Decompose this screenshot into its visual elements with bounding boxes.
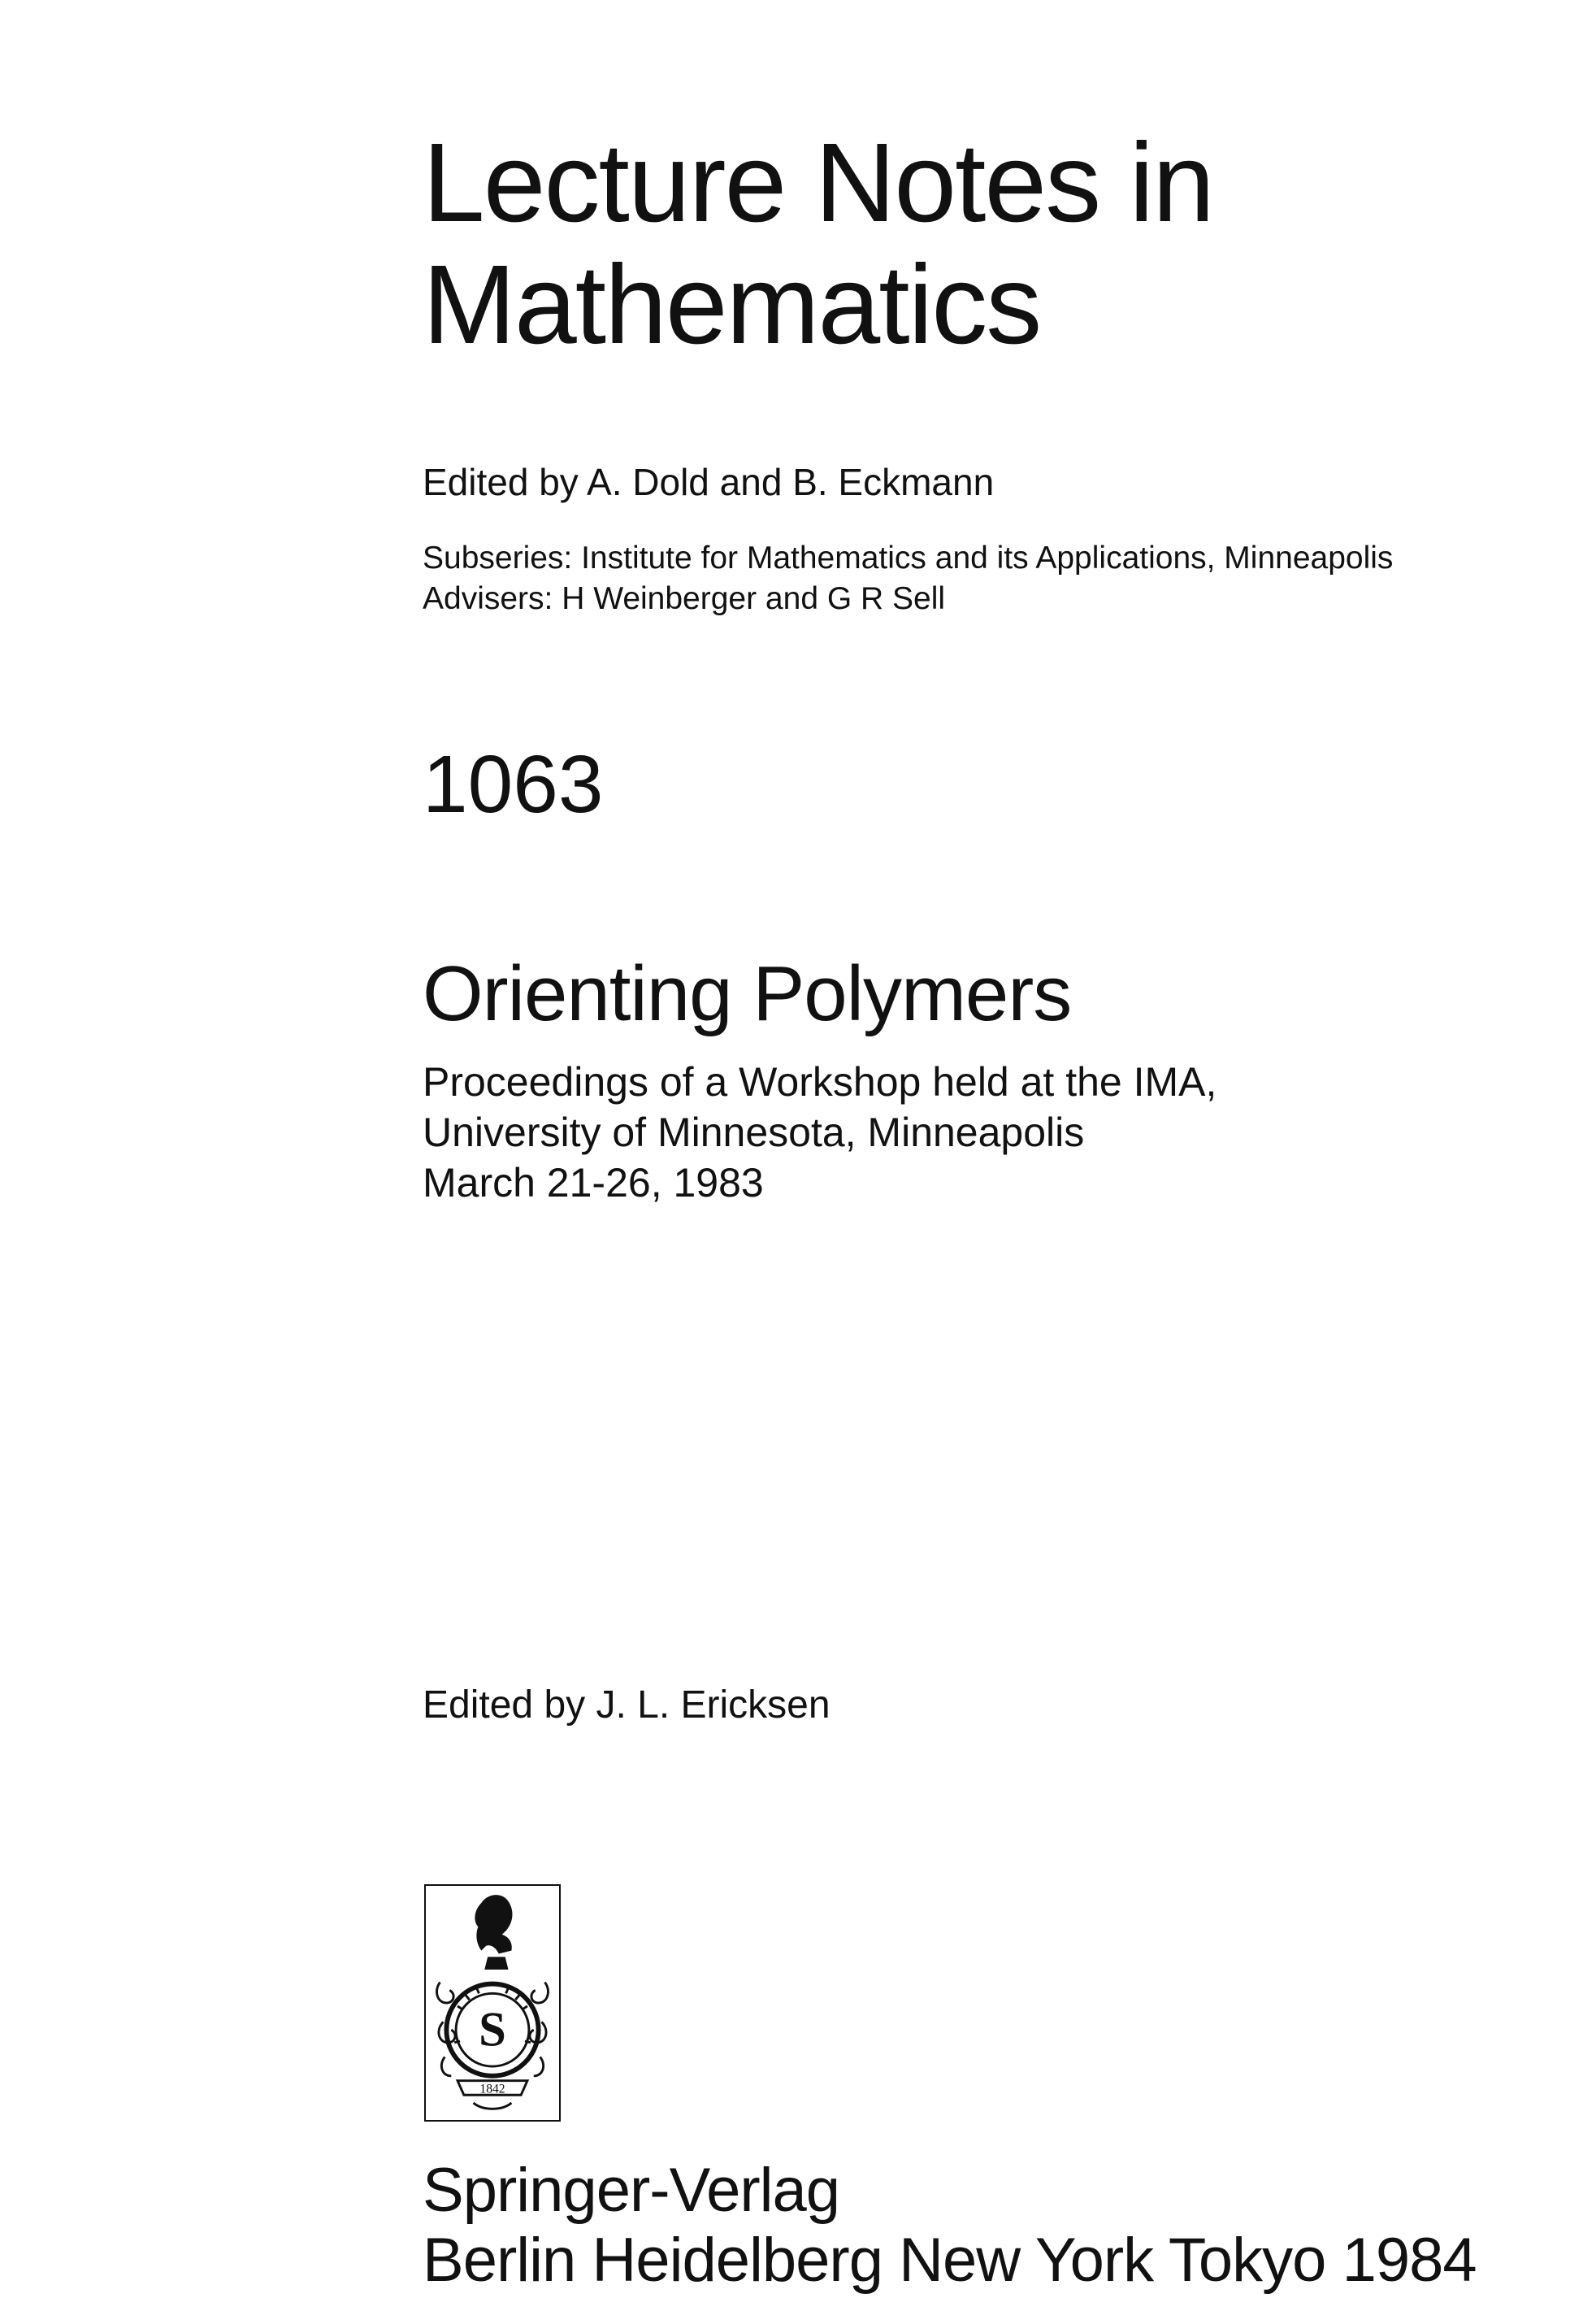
publisher-name: Springer-Verlag	[423, 2156, 840, 2225]
ribbon-year: 1842	[479, 2082, 505, 2096]
series-title	[423, 122, 1213, 366]
series-editors: Edited by A. Dold and B. Eckmann	[423, 461, 995, 503]
book-title: Orienting Polymers	[423, 950, 1072, 1037]
proceedings-line-2: University of Minnesota, Minneapolis	[423, 1110, 1085, 1155]
knight-head-shape	[475, 1895, 512, 1953]
advisers-line: Advisers: H Weinberger and G R Sell	[423, 581, 946, 616]
publisher-info	[423, 2156, 1477, 2296]
subseries-info	[423, 538, 1393, 619]
seal-monogram: S	[479, 2002, 506, 2057]
volume-editor: Edited by J. L. Ericksen	[423, 1683, 831, 1727]
publisher-cities-year: Berlin Heidelberg New York Tokyo 1984	[423, 2226, 1477, 2295]
logo-drawing	[426, 1886, 559, 2120]
proceedings-line-1: Proceedings of a Workshop held at the IMA,	[423, 1059, 1217, 1105]
subseries-line: Subseries: Institute for Mathematics and its Applications, Minneapolis	[423, 541, 1394, 576]
bottom-flourish	[474, 2103, 512, 2109]
proceedings-line-3: March 21-26, 1983	[423, 1160, 764, 1205]
series-title-line-1: Lecture Notes in	[423, 120, 1213, 245]
volume-number: 1063	[423, 739, 604, 830]
proceedings-info	[423, 1057, 1217, 1208]
knight-base-shape	[484, 1957, 508, 1970]
springer-knight-logo-icon	[424, 1884, 561, 2122]
series-title-line-2: Mathematics	[423, 242, 1041, 367]
